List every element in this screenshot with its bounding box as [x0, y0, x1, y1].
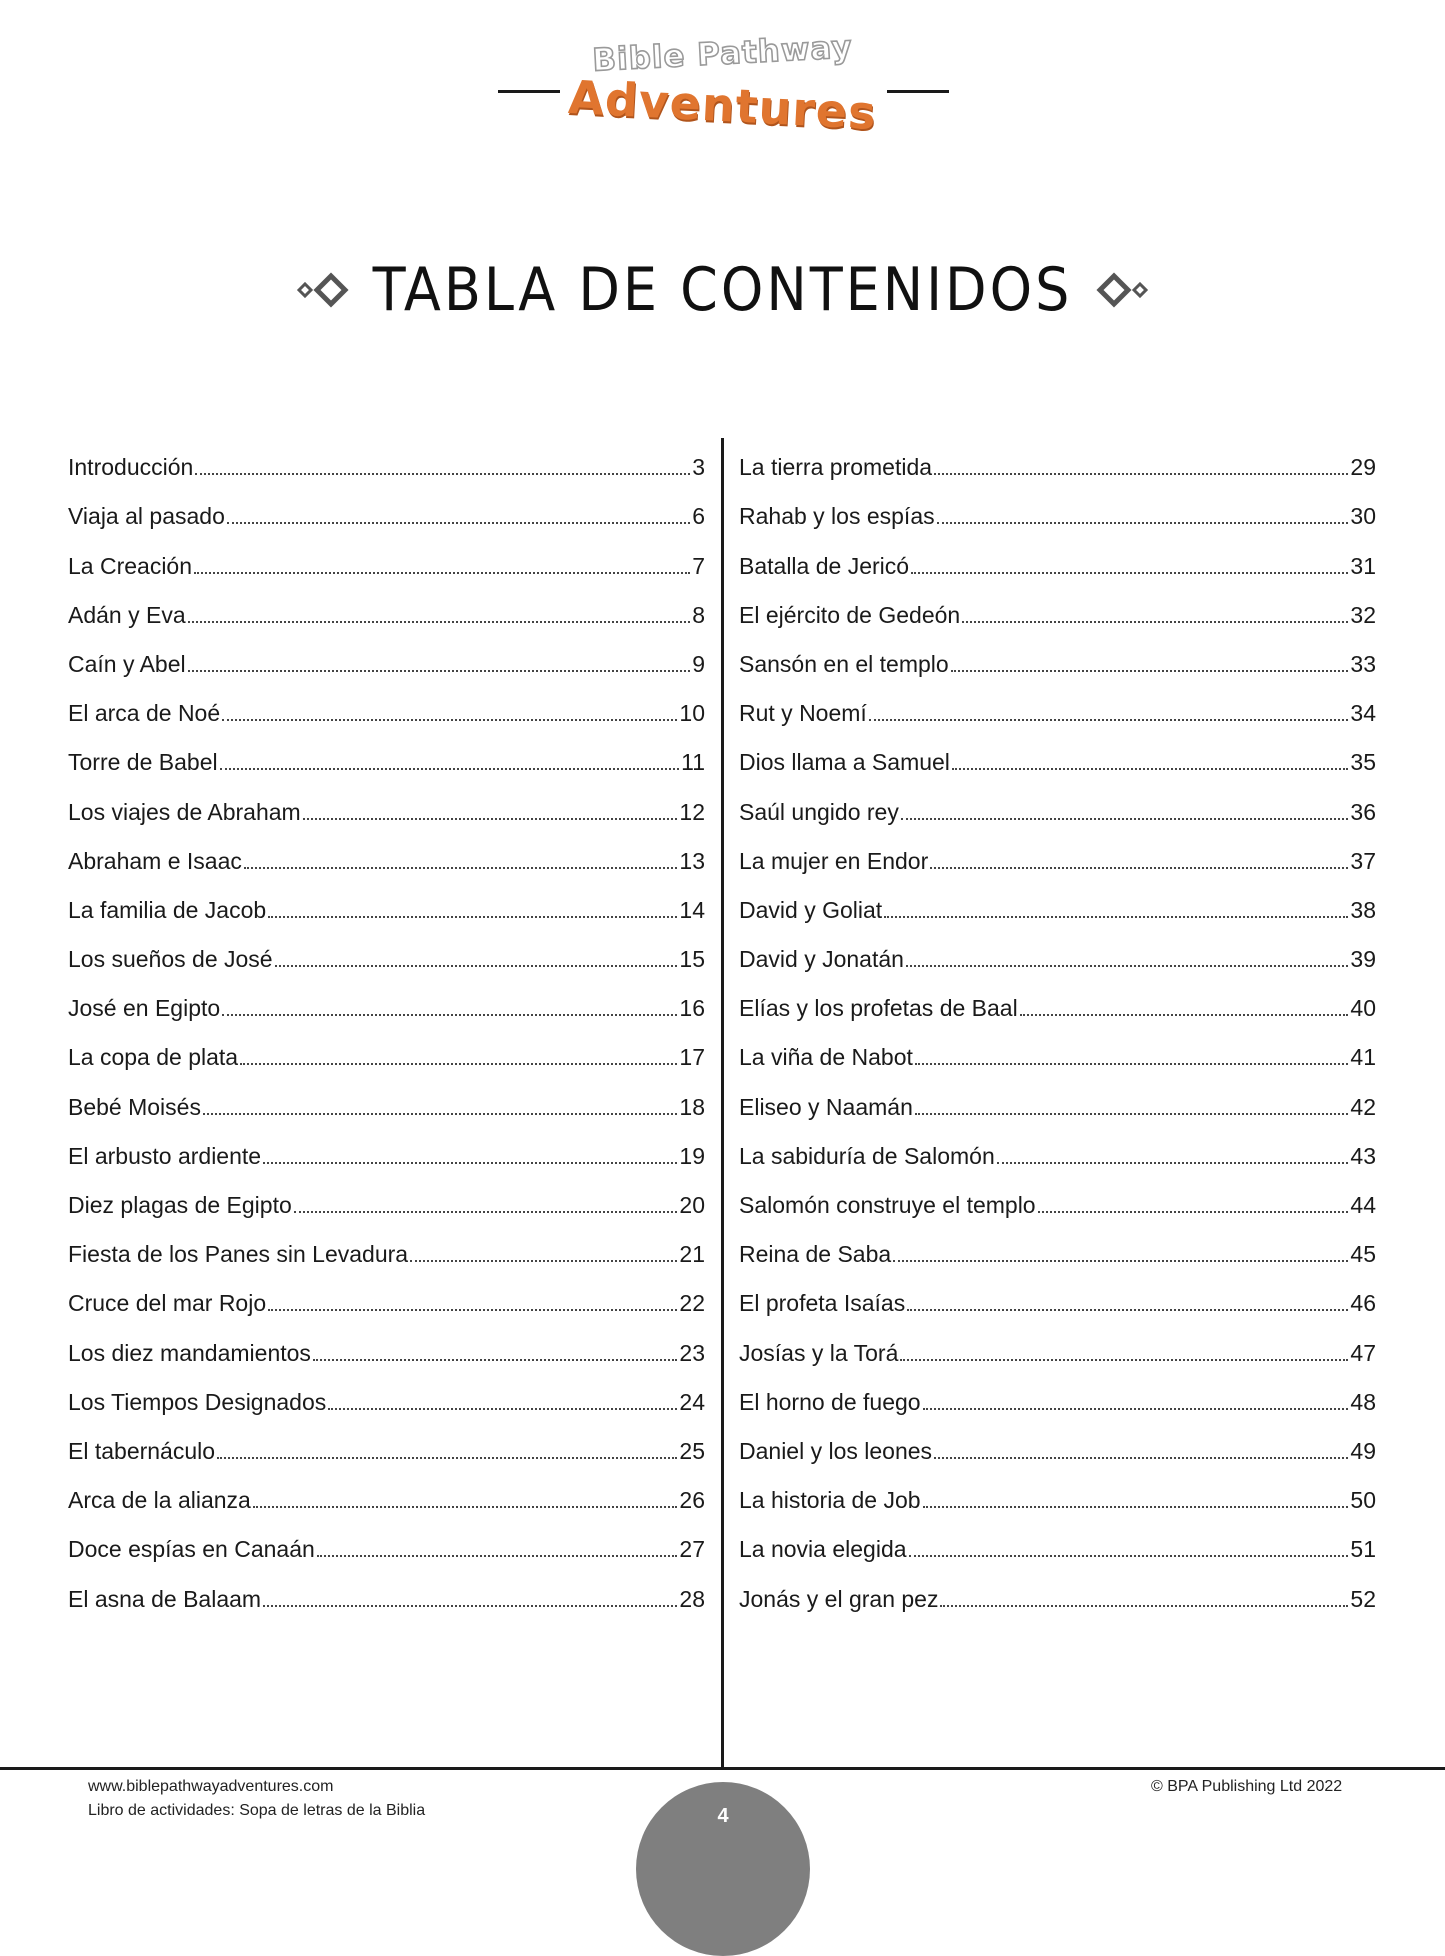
toc-entry — [68, 1020, 705, 1069]
toc-entry-title: La tierra prometida — [739, 454, 933, 481]
toc-dot-leader — [952, 768, 1348, 770]
toc-entry — [68, 725, 705, 774]
toc-dot-leader — [220, 768, 680, 770]
toc-dot-leader — [195, 473, 690, 475]
toc-entry-page: 24 — [679, 1388, 705, 1415]
toc-entry-page: 39 — [1350, 946, 1376, 973]
toc-dot-leader — [317, 1555, 678, 1557]
toc-entry — [68, 1561, 705, 1610]
toc-entry-title: Adán y Eva — [68, 601, 186, 628]
toc-entry-title: Abraham e Isaac — [68, 847, 242, 874]
toc-entry-title: La Creación — [68, 552, 193, 579]
toc-dot-leader — [240, 1063, 677, 1065]
toc-entry — [739, 922, 1376, 971]
toc-entry — [68, 1119, 705, 1168]
toc-entry-page: 49 — [1350, 1437, 1376, 1464]
toc-dot-leader — [901, 818, 1349, 820]
toc-entry-title: Los sueños de José — [68, 946, 273, 973]
toc-entry-page: 8 — [692, 601, 705, 628]
bpa-logo — [0, 29, 1445, 146]
toc-dot-leader — [934, 473, 1348, 475]
toc-dot-leader — [923, 1506, 1349, 1508]
toc-entry-page: 20 — [679, 1192, 705, 1218]
footer-rule — [0, 1767, 1445, 1770]
toc-entry-title: Reina de Saba — [739, 1241, 892, 1268]
toc-entry-title: Jonás y el gran pez — [739, 1585, 939, 1612]
toc-entry-page: 51 — [1350, 1536, 1376, 1563]
toc-dot-leader — [217, 1457, 677, 1459]
toc-entry-page: 15 — [679, 946, 705, 973]
toc-entry — [68, 1217, 705, 1266]
toc-entry-title: La sabiduría de Salomón — [739, 1142, 995, 1169]
toc-dot-leader — [1020, 1014, 1349, 1016]
toc-entry-title: Rut y Noemí — [739, 700, 867, 727]
page-number: 4 — [717, 1805, 729, 1827]
toc-entry-page: 16 — [679, 995, 705, 1022]
toc-entry-title: Caín y Abel — [68, 650, 186, 677]
toc-dot-leader — [951, 670, 1349, 672]
toc-entry — [739, 1315, 1376, 1364]
toc-entry-page: 25 — [679, 1437, 705, 1464]
toc-dot-leader — [911, 572, 1348, 574]
toc-entry-title: Los viajes de Abraham — [68, 798, 301, 825]
toc-entry — [68, 774, 705, 823]
toc-entry-title: El tabernáculo — [68, 1437, 216, 1464]
toc-dot-leader — [244, 867, 678, 869]
toc-dot-leader — [203, 1113, 677, 1115]
toc-entry-title: Sansón en el templo — [739, 650, 949, 677]
toc-entry — [68, 1315, 705, 1364]
toc-entry-page: 14 — [679, 896, 705, 923]
toc-entry-page: 38 — [1350, 896, 1376, 923]
toc-entry-title: La historia de Job — [739, 1487, 921, 1514]
toc-entry — [68, 676, 705, 725]
toc-entry-title: Josías y la Torá — [739, 1339, 899, 1366]
toc-dot-leader — [194, 572, 690, 574]
toc-dot-leader — [253, 1506, 678, 1508]
toc-entry-page: 43 — [1350, 1142, 1376, 1169]
toc-entry-title: David y Goliat — [739, 896, 883, 923]
toc-entry-page: 41 — [1350, 1044, 1376, 1071]
toc-entry — [68, 627, 705, 676]
toc-column-left — [68, 430, 705, 1611]
toc-entry — [68, 1168, 705, 1217]
toc-dot-leader — [410, 1260, 677, 1262]
toc-dot-leader — [313, 1359, 677, 1361]
toc-entry-title: El arbusto ardiente — [68, 1142, 262, 1169]
footer-book-title: Libro de actividades: Sopa de letras de la Biblia — [88, 1802, 426, 1819]
toc-entry-title: La novia elegida — [739, 1536, 907, 1563]
toc-entry-title: La familia de Jacob — [68, 896, 267, 923]
diamond-ornament-left-icon — [291, 270, 355, 310]
toc-dot-leader — [275, 965, 678, 967]
toc-entry-page: 33 — [1350, 650, 1376, 677]
toc-entry-title: Doce espías en Canaán — [68, 1536, 315, 1563]
toc-entry — [68, 1414, 705, 1463]
toc-entry-title: El asna de Balaam — [68, 1585, 262, 1612]
toc-entry-page: 36 — [1350, 798, 1376, 825]
toc-dot-leader — [909, 1555, 1349, 1557]
toc-dot-leader — [997, 1162, 1349, 1164]
toc-entry-page: 13 — [679, 847, 705, 874]
toc-dot-leader — [940, 1605, 1348, 1607]
toc-entry-title: La viña de Nabot — [739, 1044, 913, 1071]
diamond-ornament-right-icon — [1090, 270, 1154, 310]
toc-entry-title: Saúl ungido rey — [739, 798, 899, 825]
toc-entry — [68, 1266, 705, 1315]
toc-entry-page: 12 — [679, 798, 705, 825]
toc-dot-leader — [869, 719, 1349, 721]
toc-entry-title: Introducción — [68, 454, 194, 481]
toc-entry-title: Daniel y los leones — [739, 1437, 933, 1464]
toc-entry — [739, 1463, 1376, 1512]
toc-entry — [739, 1365, 1376, 1414]
toc-dot-leader — [303, 818, 678, 820]
toc-entry-page: 28 — [679, 1585, 705, 1612]
toc-entry — [739, 1512, 1376, 1561]
toc-dot-leader — [1038, 1211, 1349, 1213]
toc-entry-page: 18 — [679, 1093, 705, 1120]
toc-entry-title: Elías y los profetas de Baal — [739, 995, 1018, 1022]
toc-column-right — [739, 430, 1376, 1611]
toc-entry-page: 23 — [679, 1339, 705, 1366]
toc-entry-title: El ejército de Gedeón — [739, 601, 961, 628]
toc-entry — [739, 430, 1376, 479]
toc-entry — [68, 528, 705, 577]
toc-entry — [739, 725, 1376, 774]
toc-entry — [739, 1119, 1376, 1168]
toc-entry — [739, 824, 1376, 873]
toc-entry-page: 42 — [1350, 1093, 1376, 1120]
toc-entry — [739, 1020, 1376, 1069]
toc-entry-page: 29 — [1350, 454, 1376, 481]
toc-entry — [739, 1217, 1376, 1266]
toc-entry — [68, 479, 705, 528]
toc-entry — [739, 1069, 1376, 1118]
toc-entry-page: 3 — [692, 454, 705, 481]
toc-dot-leader — [263, 1162, 677, 1164]
toc-entry-page: 21 — [679, 1241, 705, 1268]
toc-entry-page: 46 — [1350, 1290, 1376, 1317]
toc-dot-leader — [222, 719, 677, 721]
toc-entry-page: 19 — [679, 1142, 705, 1169]
toc-dot-leader — [263, 1605, 677, 1607]
toc-dot-leader — [915, 1063, 1349, 1065]
footer-copyright: © BPA Publishing Ltd 2022 — [1151, 1778, 1343, 1795]
column-divider — [721, 438, 724, 1770]
toc-entry — [739, 479, 1376, 528]
toc-entry-page: 45 — [1350, 1241, 1376, 1268]
toc-entry-title: El horno de fuego — [739, 1388, 921, 1415]
toc-entry — [68, 873, 705, 922]
toc-entry — [68, 578, 705, 627]
toc-entry — [739, 1561, 1376, 1610]
toc-dot-leader — [962, 621, 1348, 623]
toc-dot-leader — [937, 522, 1349, 524]
toc-entry — [68, 922, 705, 971]
toc-entry-title: La copa de plata — [68, 1044, 239, 1071]
toc-entry-title: Bebé Moisés — [68, 1093, 201, 1120]
toc-entry — [739, 873, 1376, 922]
logo-right-rule — [887, 90, 949, 93]
toc-entry-page: 52 — [1350, 1585, 1376, 1612]
toc-dot-leader — [907, 1309, 1348, 1311]
toc-entry-page: 7 — [692, 552, 705, 579]
footer-website: www.biblepathwayadventures.com — [88, 1778, 334, 1795]
toc-entry-page: 9 — [692, 650, 705, 677]
logo-bottom-text: Adventures — [567, 69, 878, 141]
toc-entry-title: Diez plagas de Egipto — [68, 1192, 292, 1218]
toc-entry-page: 30 — [1350, 503, 1376, 530]
toc-entry-page: 32 — [1350, 601, 1376, 628]
toc-entry-page: 47 — [1350, 1339, 1376, 1366]
toc-entry — [68, 1069, 705, 1118]
toc-entry — [739, 1168, 1376, 1217]
toc-entry — [739, 971, 1376, 1020]
toc-entry — [68, 1512, 705, 1561]
toc-entry-page: 37 — [1350, 847, 1376, 874]
toc-entry-title: Los Tiempos Designados — [68, 1388, 327, 1415]
toc-entry-title: Arca de la alianza — [68, 1487, 251, 1514]
logo-top-text: Bible Pathway — [591, 29, 854, 79]
toc-dot-leader — [188, 670, 691, 672]
toc-entry-title: El arca de Noé — [68, 700, 221, 727]
toc-entry-page: 44 — [1350, 1192, 1376, 1218]
toc-entry-title: Torre de Babel — [68, 749, 218, 776]
toc-dot-leader — [227, 522, 690, 524]
toc-entry — [68, 824, 705, 873]
toc-dot-leader — [923, 1408, 1349, 1410]
toc-dot-leader — [893, 1260, 1348, 1262]
toc-entry-title: Dios llama a Samuel — [739, 749, 950, 776]
toc-entry-page: 31 — [1350, 552, 1376, 579]
page-title: TABLA DE CONTENIDOS — [372, 255, 1073, 325]
toc-entry — [68, 971, 705, 1020]
toc-entry-page: 50 — [1350, 1487, 1376, 1514]
toc-entry — [739, 627, 1376, 676]
toc-entry-page: 48 — [1350, 1388, 1376, 1415]
toc-entry-title: David y Jonatán — [739, 946, 904, 973]
toc-dot-leader — [328, 1408, 677, 1410]
toc-entry-page: 10 — [679, 700, 705, 727]
toc-entry — [739, 774, 1376, 823]
toc-entry — [739, 676, 1376, 725]
toc-entry-page: 40 — [1350, 995, 1376, 1022]
toc-entry-title: El profeta Isaías — [739, 1290, 906, 1317]
title-block — [0, 255, 1445, 325]
toc-dot-leader — [900, 1359, 1348, 1361]
toc-entry — [68, 430, 705, 479]
toc-entry-title: José en Egipto — [68, 995, 221, 1022]
toc-entry — [739, 578, 1376, 627]
toc-entry-title: La mujer en Endor — [739, 847, 929, 874]
toc-entry-title: Los diez mandamientos — [68, 1339, 311, 1366]
toc-entry-title: Viaja al pasado — [68, 503, 225, 530]
toc-dot-leader — [222, 1014, 677, 1016]
toc-entry-page: 34 — [1350, 700, 1376, 727]
toc-entry-title: Fiesta de los Panes sin Levadura — [68, 1241, 409, 1268]
toc-dot-leader — [915, 1113, 1349, 1115]
toc-entry — [739, 1414, 1376, 1463]
toc-dot-leader — [268, 1309, 677, 1311]
toc-entry — [68, 1463, 705, 1512]
toc-entry-title: Salomón construye el templo — [739, 1192, 1036, 1218]
toc-dot-leader — [188, 621, 691, 623]
toc-entry-page: 17 — [679, 1044, 705, 1071]
toc-entry-title: Cruce del mar Rojo — [68, 1290, 267, 1317]
toc-entry-page: 27 — [679, 1536, 705, 1563]
toc-entry-page: 22 — [679, 1290, 705, 1317]
toc-entry — [739, 1266, 1376, 1315]
toc-entry-title: Batalla de Jericó — [739, 552, 910, 579]
toc-entry-page: 11 — [681, 749, 705, 776]
toc-dot-leader — [906, 965, 1348, 967]
toc-entry-title: Eliseo y Naamán — [739, 1093, 913, 1120]
toc-entry-page: 35 — [1350, 749, 1376, 776]
toc-dot-leader — [934, 1457, 1348, 1459]
toc-entry-page: 26 — [679, 1487, 705, 1514]
toc-entry-page: 6 — [692, 503, 705, 530]
toc-entry — [68, 1365, 705, 1414]
toc-dot-leader — [930, 867, 1348, 869]
toc-dot-leader — [294, 1211, 678, 1213]
toc-dot-leader — [884, 916, 1348, 918]
toc-dot-leader — [268, 916, 677, 918]
toc-entry-title: Rahab y los espías — [739, 503, 935, 530]
toc-entry — [739, 528, 1376, 577]
